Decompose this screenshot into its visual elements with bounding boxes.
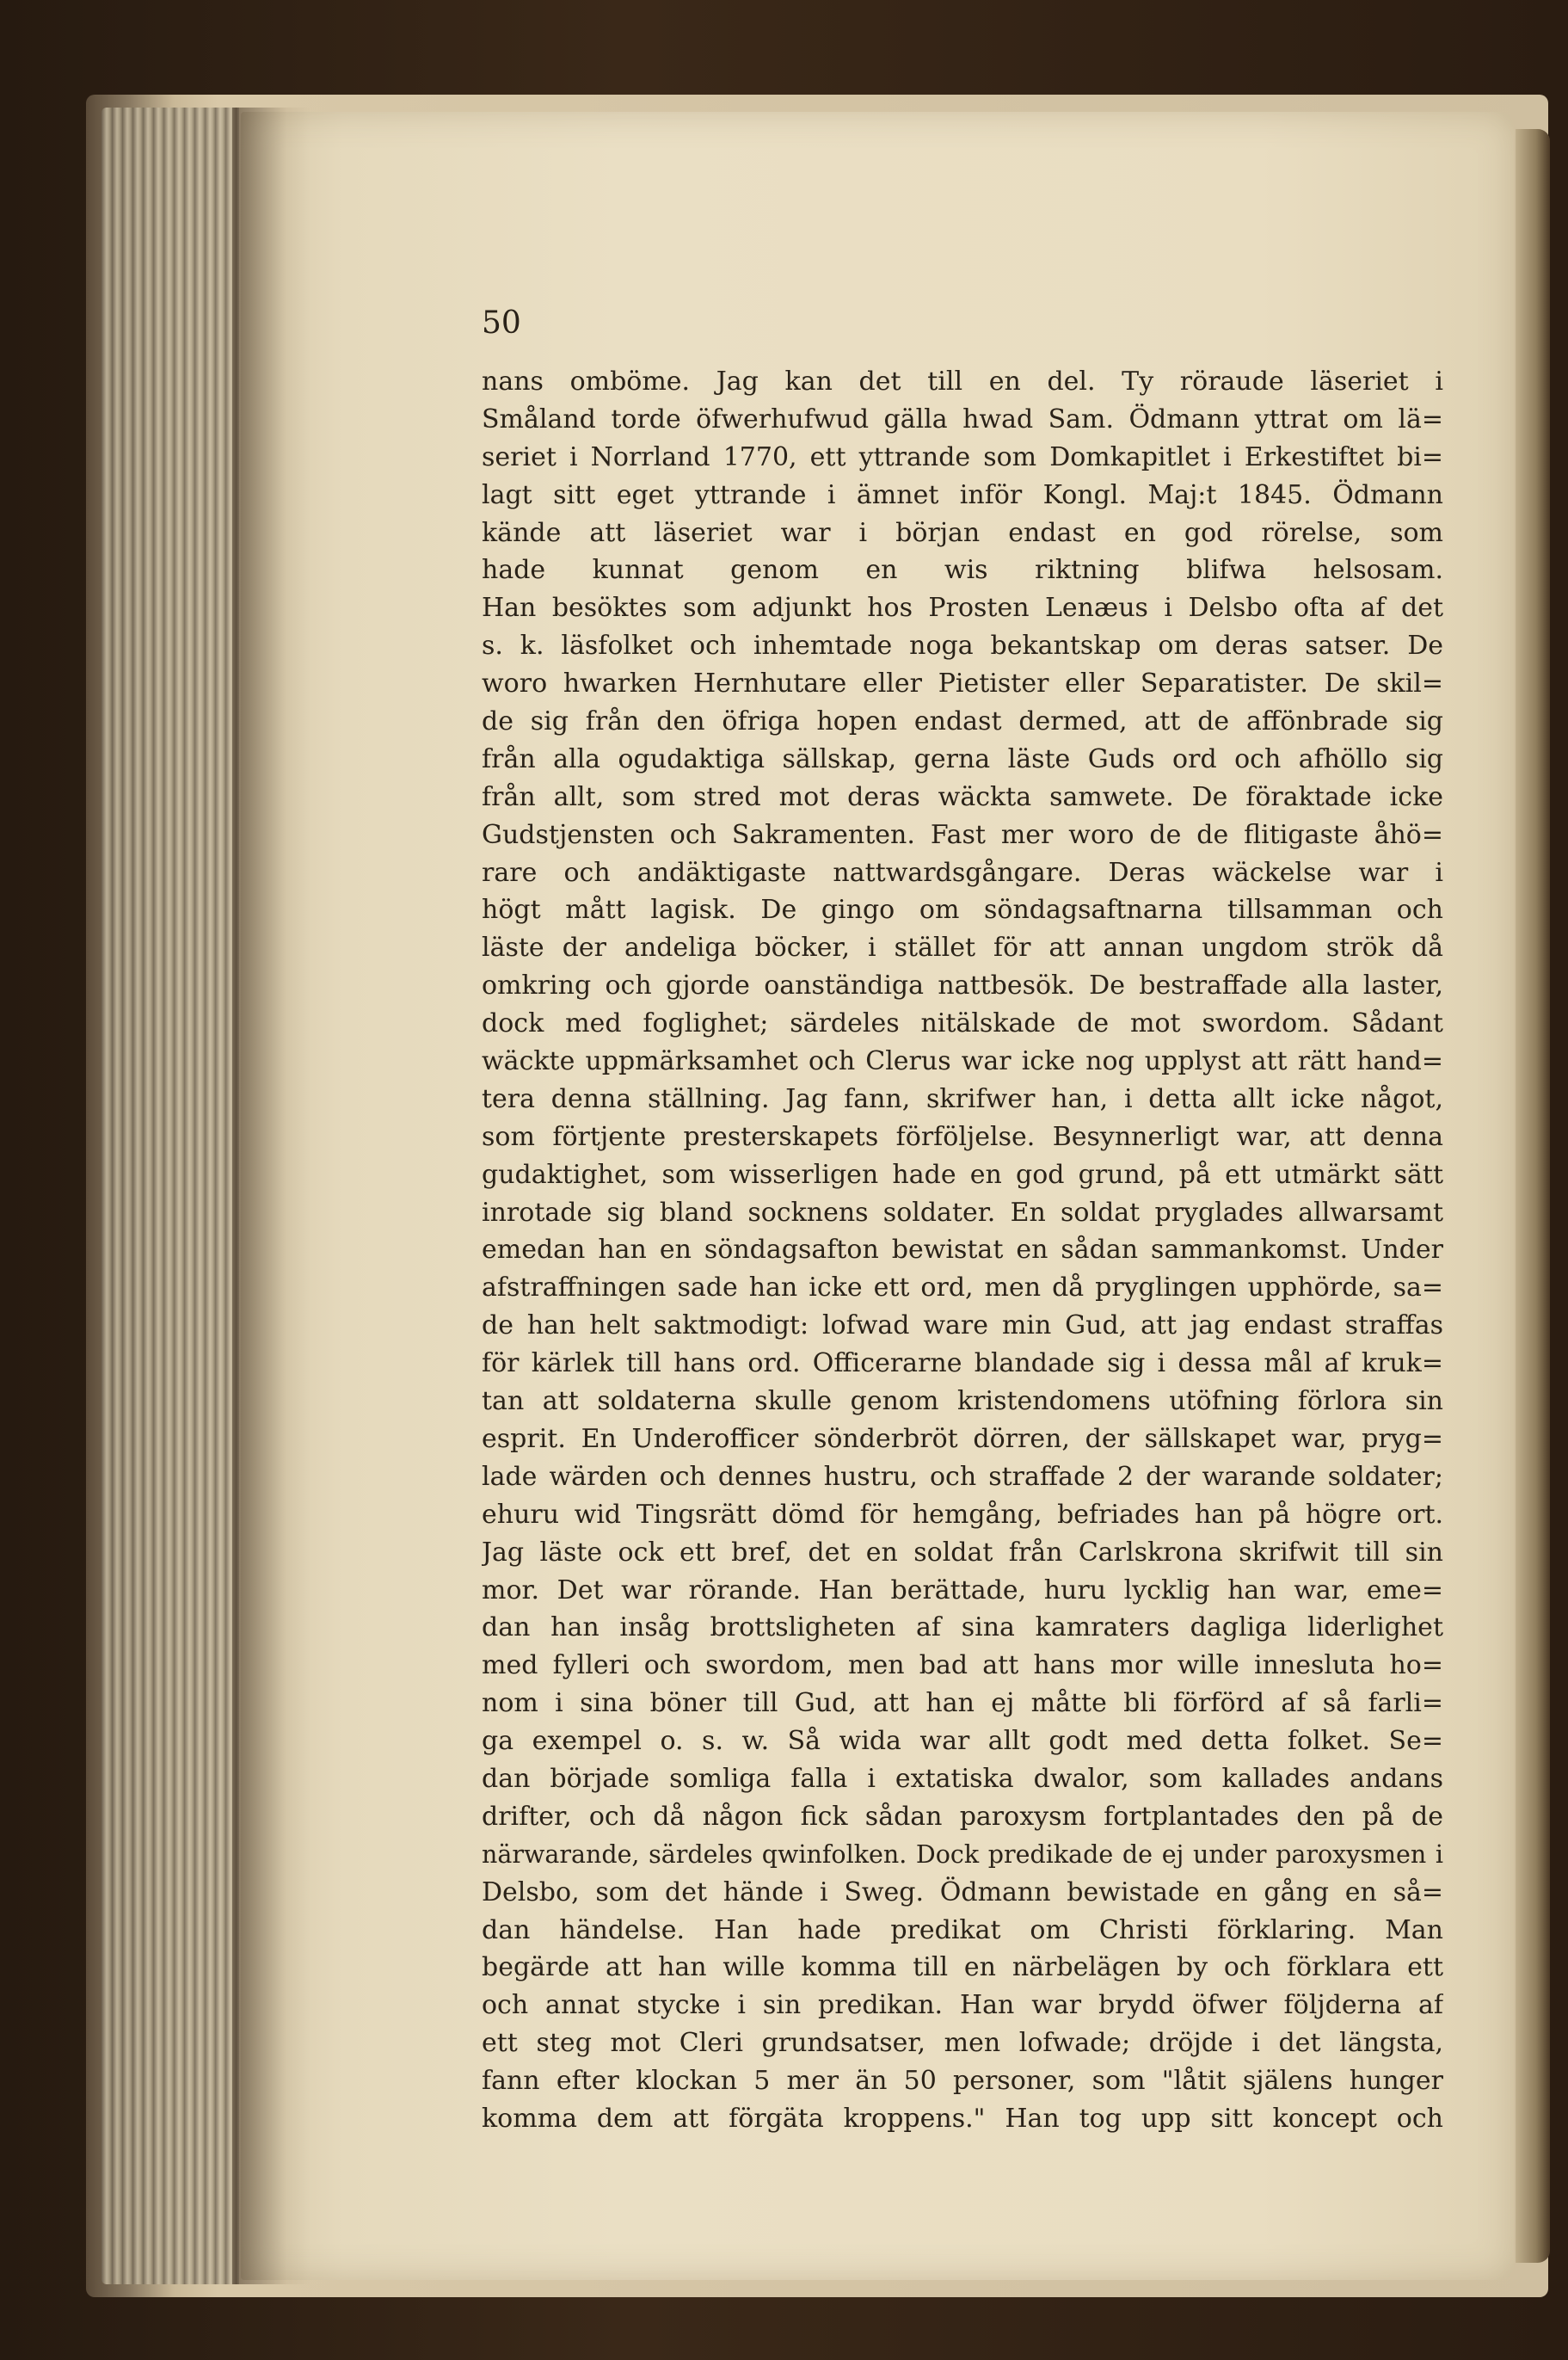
text-line: afstraffningen sade han icke ett ord, men då pryglingen upphörde, sa= — [482, 1272, 1443, 1303]
text-line: esprit. En Underofficer sönderbröt dörren, der sällskapet war, pryg= — [482, 1423, 1443, 1454]
text-line: begärde att han wille komma till en närbelägen by och förklara ett — [482, 1952, 1443, 1983]
text-line: som förtjente presterskapets förföljelse. Besynnerligt war, att denna — [482, 1121, 1443, 1152]
text-line: drifter, och då någon fick sådan paroxysm fortplantades den på de — [482, 1801, 1443, 1832]
text-line: närwarande, särdeles qwinfolken. Dock predikade de ej under paroxysmen i — [482, 1839, 1443, 1869]
text-line: för kärlek till hans ord. Officerarne blandade sig i dessa mål af kruk= — [482, 1348, 1443, 1379]
text-line: tera denna ställning. Jag fann, skrifwer han, i detta allt icke något, — [482, 1083, 1443, 1114]
text-line: ga exempel o. s. w. Så wida war allt godt med detta folket. Se= — [482, 1726, 1443, 1757]
text-line: omkring och gjorde oanständiga nattbesök. De bestraffade alla laster, — [482, 970, 1443, 1001]
text-line: de sig från den öfriga hopen endast dermed, att de affönbrade sig — [482, 706, 1443, 737]
text-line: mor. Det war rörande. Han berättade, huru lycklig han war, eme= — [482, 1574, 1443, 1605]
page-number: 50 — [482, 305, 521, 341]
text-line: wäckte uppmärksamhet och Clerus war icke nog upplyst att rätt hand= — [482, 1046, 1443, 1077]
text-line: lagt sitt eget yttrande i ämnet inför Kongl. Maj:t 1845. Ödmann — [482, 479, 1443, 510]
text-line: hade kunnat genom en wis riktning blifwa helsosam. — [482, 555, 1443, 586]
text-line: rare och andäktigaste nattwardsgångare. Deras wäckelse war i — [482, 857, 1443, 888]
text-line: gudaktighet, som wisserligen hade en god grund, på ett utmärkt sätt — [482, 1159, 1443, 1190]
gutter-shadow — [232, 108, 310, 2284]
text-line: fann efter klockan 5 mer än 50 personer, som "låtit själens hunger — [482, 2066, 1443, 2097]
text-line: läste der andeliga böcker, i stället för att annan ungdom strök då — [482, 933, 1443, 964]
text-line: Jag läste ock ett bref, det en soldat från Carlskrona skrifwit till sin — [482, 1537, 1443, 1568]
text-line: kände att läseriet war i början endast en god rörelse, som — [482, 517, 1443, 548]
text-line: ett steg mot Cleri grundsatser, men lofwade; dröjde i det längsta, — [482, 2028, 1443, 2059]
text-line: inrotade sig bland socknens soldater. En soldat pryglades allwarsamt — [482, 1197, 1443, 1228]
text-line: från allt, som stred mot deras wäckta samwete. De föraktade icke — [482, 781, 1443, 812]
body-text — [482, 363, 1443, 2138]
text-line: och annat stycke i sin predikan. Han war brydd öfwer följderna af — [482, 1990, 1443, 2021]
text-line: dock med foglighet; särdeles nitälskade de mot swordom. Sådant — [482, 1008, 1443, 1039]
text-line: woro hwarken Hernhutare eller Pietister eller Separatister. De skil= — [482, 669, 1443, 699]
text-line: Gudstjensten och Sakramenten. Fast mer woro de de flitigaste åhö= — [482, 819, 1443, 850]
page-stack-edge — [101, 108, 239, 2284]
text-line: ehuru wid Tingsrätt dömd för hemgång, befriades han på högre ort. — [482, 1499, 1443, 1530]
text-line: de han helt saktmodigt: lofwad ware min Gud, att jag endast straffas — [482, 1310, 1443, 1341]
text-line: tan att soldaterna skulle genom kristendomens utöfning förlora sin — [482, 1386, 1443, 1417]
page-right-edge — [1516, 129, 1550, 2263]
text-line: nans omböme. Jag kan det till en del. Ty röraude läseriet i — [482, 367, 1443, 397]
text-line: s. k. läsfolket och inhemtade noga bekantskap om deras satser. De — [482, 631, 1443, 662]
text-line: från alla ogudaktiga sällskap, gerna läste Guds ord och afhöllo sig — [482, 743, 1443, 774]
text-line: högt mått lagisk. De gingo om söndagsaftnarna tillsamman och — [482, 895, 1443, 926]
text-line: lade wärden och dennes hustru, och straffade 2 der warande soldater; — [482, 1461, 1443, 1492]
text-line: komma dem att förgäta kroppens." Han tog upp sitt koncept och — [482, 2103, 1443, 2134]
text-line: Delsbo, som det hände i Sweg. Ödmann bewistade en gång en så= — [482, 1876, 1443, 1907]
text-line: nom i sina böner till Gud, att han ej måtte bli förförd af så farli= — [482, 1688, 1443, 1719]
text-line: Han besöktes som adjunkt hos Prosten Lenæus i Delsbo ofta af det — [482, 593, 1443, 624]
text-line: dan han insåg brottsligheten af sina kamraters dagliga liderlighet — [482, 1612, 1443, 1643]
text-line: med fylleri och swordom, men bad att hans mor wille innesluta ho= — [482, 1650, 1443, 1681]
text-line: dan händelse. Han hade predikat om Christi förklaring. Man — [482, 1914, 1443, 1945]
text-line: Småland torde öfwerhufwud gälla hwad Sam. Ödmann yttrat om lä= — [482, 404, 1443, 434]
text-line: dan började somliga falla i extatiska dwalor, som kallades andans — [482, 1763, 1443, 1794]
text-line: seriet i Norrland 1770, ett yttrande som Domkapitlet i Erkestiftet bi= — [482, 441, 1443, 472]
text-line: emedan han en söndagsafton bewistat en sådan sammankomst. Under — [482, 1235, 1443, 1266]
